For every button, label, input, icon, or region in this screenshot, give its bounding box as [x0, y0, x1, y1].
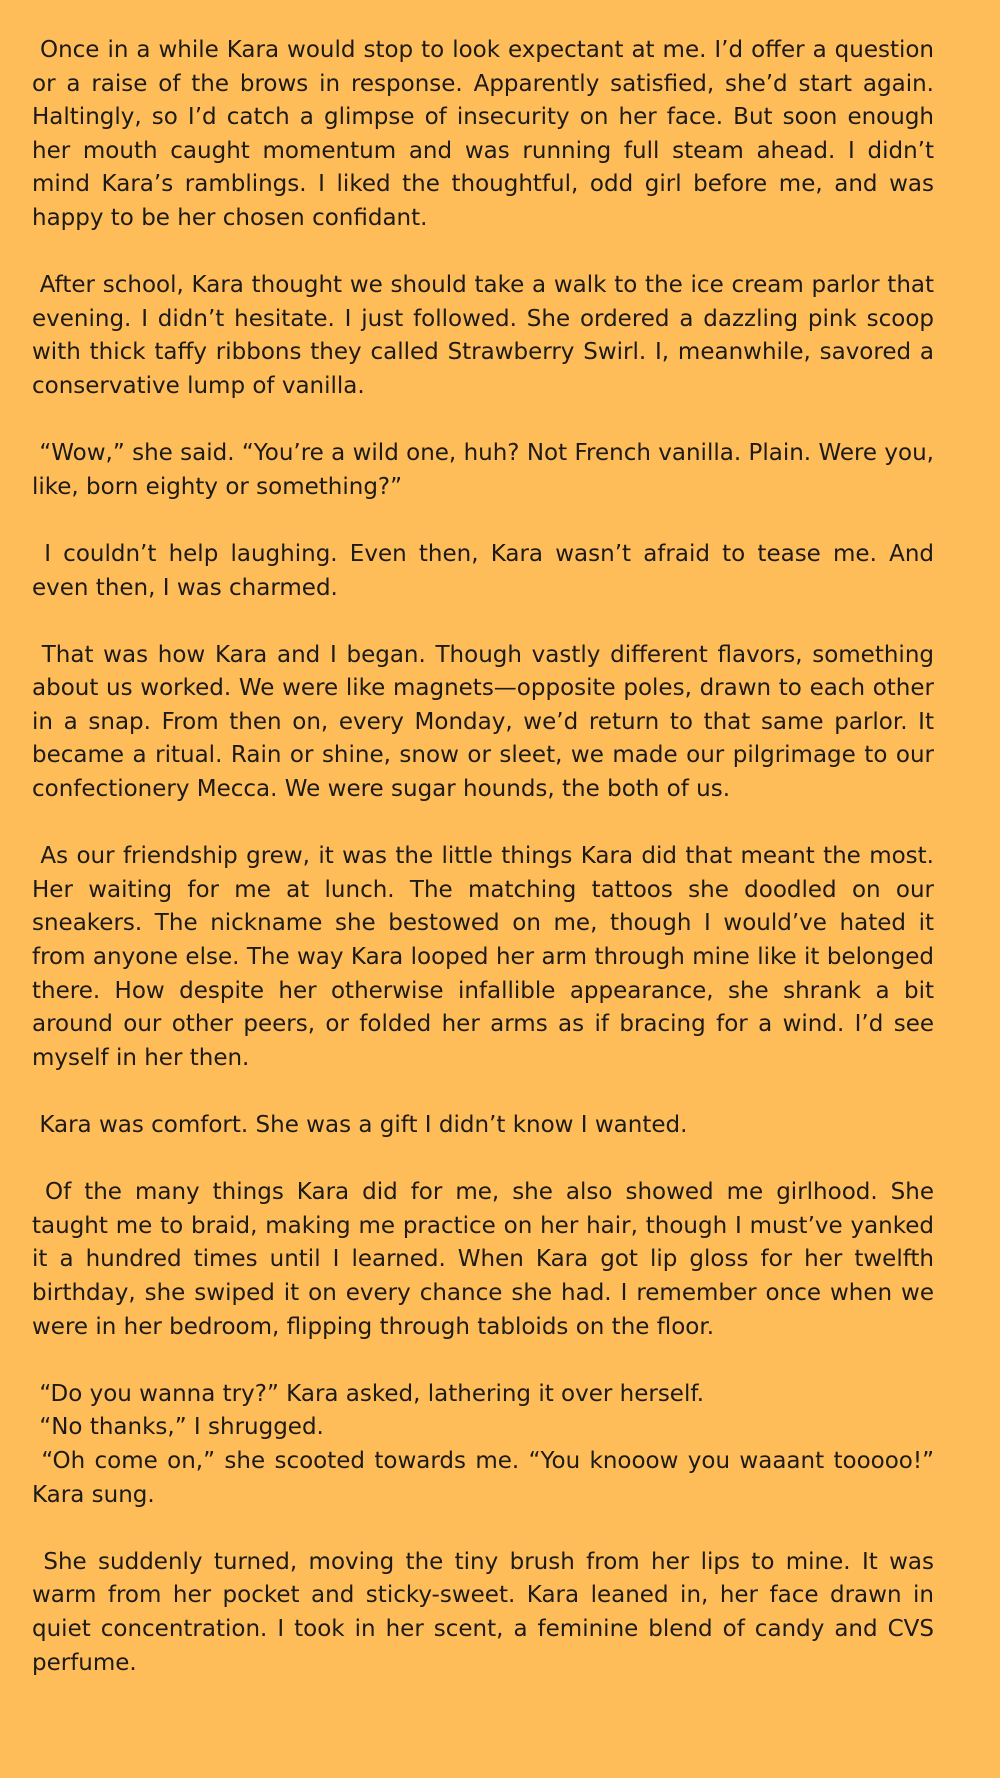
closing-paragraph: She suddenly turned, moving the tiny brush from her lips to mine. It was warm from her pocket and sticky-sweet. Kara leaned in, her face drawn in quiet concentration. I took in her scent, a feminine blend of candy and CVS perfume.: [32, 1548, 942, 1676]
paragraph-1: Once in a while Kara would stop to look expectant at me. I’d offer a question or a raise of the brows in response. Apparently satisfied, she’d start again. Haltingly, so I’d catch a glimpse of insecurity on her face. But soon enough her mouth caught momentum and was running full steam ahead. I didn’t mind Kara’s ramblings. I liked the thoughtful, odd girl before me, and was happy to be her chosen confidant.: [32, 37, 942, 231]
paragraph-2: After school, Kara thought we should take a walk to the ice cream parlor that evening. I didn’t hesitate. I just followed. She ordered a dazzling pink scoop with thick taffy ribbons they called Strawberry Swirl. I, meanwhile, savored a conservative lump of vanilla.: [32, 272, 942, 399]
dialogue-line-2: “No thanks,” I shrugged.: [32, 1414, 324, 1441]
paragraph-6: As our friendship grew, it was the little things Kara did that meant the most. Her waiting for me at lunch. The matching tattoos she doodled on our sneakers. The nickname she bestowed on me, though I would’ve hated it from anyone else. The way Kara looped her arm through mine like it belonged there. How despite her otherwise infallible appearance, she shrank a bit around our other peers, or folded her arms as if bracing for a wind. I’d see myself in her then.: [32, 843, 942, 1071]
story-text: [32, 34, 942, 1680]
paragraph-3: “Wow,” she said. “You’re a wild one, huh? Not French vanilla. Plain. Were you, like, born eighty or something?”: [32, 440, 942, 500]
paragraph-7: Kara was comfort. She was a gift I didn’t know I wanted.: [32, 1112, 688, 1138]
dialogue-line-3: “Oh come on,” she scooted towards me. “You knooow you waaant tooooo!” Kara sung.: [32, 1447, 942, 1508]
paragraph-5: That was how Kara and I began. Though vastly different flavors, something about us worked. We were like magnets—opposite poles, drawn to each other in a snap. From then on, every Monday, we’d return to that same parlor. It became a ritual. Rain or shine, snow or sleet, we made our pilgrimage to our confectionery Mecca. We were sugar hounds, the both of us.: [32, 641, 942, 803]
paragraph-8: Of the many things Kara did for me, she also showed me girlhood. She taught me to braid, making me practice on her hair, though I must’ve yanked it a hundred times until I learned. When Kara got lip gloss for her twelfth birthday, she swiped it on every chance she had. I remember once when we were in her bedroom, flipping through tabloids on the floor.: [32, 1179, 942, 1340]
dialogue-line-1: “Do you wanna try?” Kara asked, lathering it over herself.: [32, 1380, 705, 1407]
paragraph-4: I couldn’t help laughing. Even then, Kara wasn’t afraid to tease me. And even then, I was charmed.: [32, 540, 942, 601]
dialogue-block: [32, 1378, 942, 1512]
